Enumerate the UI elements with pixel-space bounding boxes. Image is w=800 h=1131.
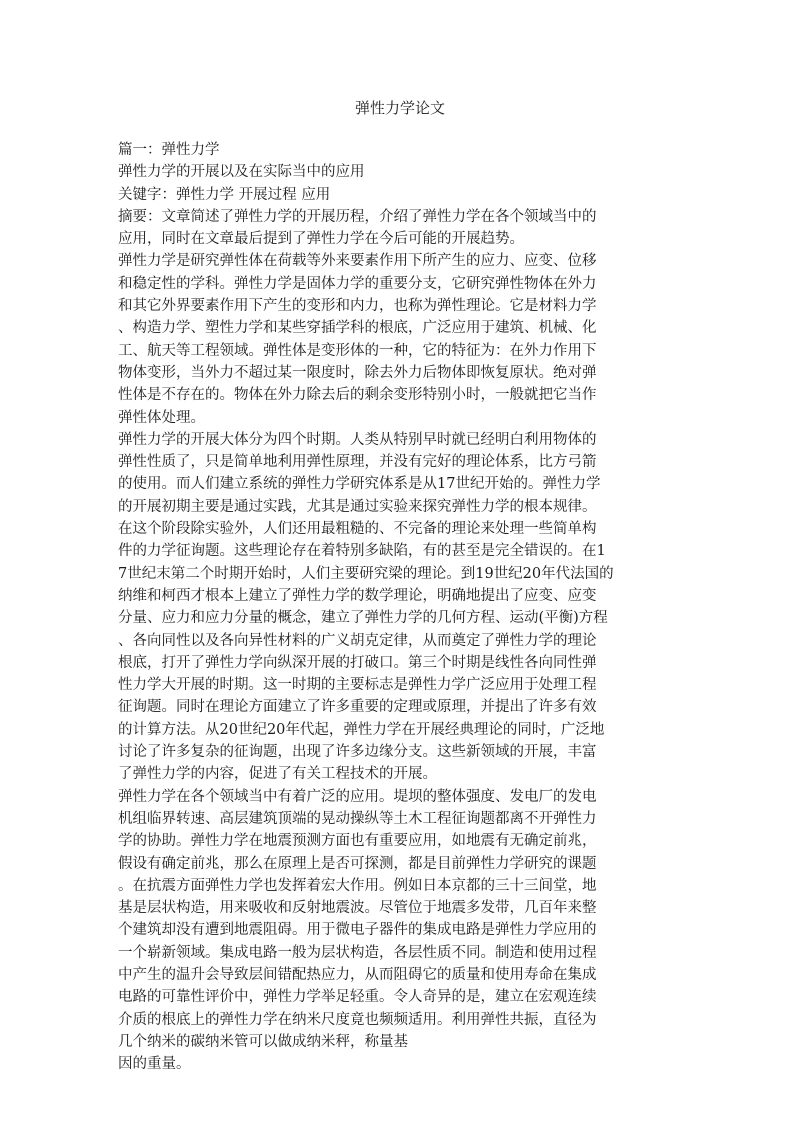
text-line: 、构造力学、塑性力学和某些穿插学科的根底，广泛应用于建筑、机械、化 <box>118 320 597 337</box>
text-line: 基是层状构造，用来吸收和反射地震波。尽管位于地震多发带，几百年来整 <box>118 900 597 917</box>
text-line: 、各向同性以及各向异性材料的广义胡克定律，从而奠定了弹性力学的理论 <box>118 632 597 649</box>
text-line: 7世纪末第二个时期开始时，人们主要研究梁的理论。到19世纪20年代法国的 <box>118 565 614 582</box>
text-line: 因的重量。 <box>118 1056 191 1073</box>
text-line: 一个崭新领域。集成电路一般为层状构造，各层性质不同。制造和使用过程 <box>118 944 597 961</box>
text-line: 个建筑却没有遭到地震阻碍。用于微电子器件的集成电路是弹性力学应用的 <box>118 922 597 939</box>
text-line: 假设有确定前兆，那么在原理上是否可探测，都是目前弹性力学研究的课题 <box>118 855 597 872</box>
text-line: 。在抗震方面弹性力学也发挥着宏大作用。例如日本京都的三十三间堂，地 <box>118 877 597 894</box>
text-line: 的开展初期主要是通过实践，尤其是通过实验来探究弹性力学的根本规律。 <box>118 498 597 515</box>
text-line: 弹性力学的开展大体分为四个时期。人类从特别早时就已经明白利用物体的 <box>118 431 597 448</box>
text-line: 电路的可靠性评价中，弹性力学举足轻重。令人奇异的是，建立在宏观连续 <box>118 989 597 1006</box>
text-line: 弹性力学的开展以及在实际当中的应用 <box>118 164 365 181</box>
text-line: 和其它外界要素作用下产生的变形和内力，也称为弹性理论。它是材料力学 <box>118 298 597 315</box>
text-line: 讨论了许多复杂的征询题，出现了许多边缘分支。这些新领域的开展，丰富 <box>118 744 597 761</box>
text-line: 件的力学征询题。这些理论存在着特别多缺陷，有的甚至是完全错误的。在1 <box>118 543 606 560</box>
text-line: 征询题。同时在理论方面建立了许多重要的定理或原理，并提出了许多有效 <box>118 699 597 716</box>
document-title: 弹性力学论文 <box>354 99 445 117</box>
text-line: 弹性力学在各个领域当中有着广泛的应用。堤坝的整体强度、发电厂的发电 <box>118 788 597 805</box>
text-line: 弹性性质了，只是简单地利用弹性原理，并没有完好的理论体系，比方弓箭 <box>118 454 597 471</box>
text-line: 物体变形，当外力不超过某一限度时，除去外力后物体即恢复原状。绝对弹 <box>118 364 597 381</box>
document-body <box>118 139 678 1075</box>
text-line: 几个纳米的碳纳米管可以做成纳米秤，称量基 <box>118 1033 408 1050</box>
text-line: 分量、应力和应力分量的概念，建立了弹性力学的几何方程、运动(平衡)方程 <box>118 610 608 627</box>
text-line: 的使用。而人们建立系统的弹性力学研究体系是从17世纪开始的。弹性力学 <box>118 476 601 493</box>
text-line: 工、航天等工程领域。弹性体是变形体的一种，它的特征为：在外力作用下 <box>118 342 597 359</box>
text-line: 和稳定性的学科。弹性力学是固体力学的重要分支，它研究弹性物体在外力 <box>118 275 597 292</box>
text-line: 纳维和柯西才根本上建立了弹性力学的数学理论，明确地提出了应变、应变 <box>118 587 597 604</box>
text-line: 根底，打开了弹性力学向纵深开展的打破口。第三个时期是线性各向同性弹 <box>118 654 597 671</box>
text-line: 篇一：弹性力学 <box>118 142 220 158</box>
text-line: 应用，同时在文章最后提到了弹性力学在今后可能的开展趋势。 <box>118 231 524 248</box>
text-line: 在这个阶段除实验外，人们还用最粗糙的、不完备的理论来处理一些简单构 <box>118 521 597 538</box>
text-line: 关键字：弹性力学 开展过程 应用 <box>118 186 331 203</box>
text-line: 弹性力学是研究弹性体在荷载等外来要素作用下所产生的应力、应变、位移 <box>118 253 597 270</box>
text-line: 的计算方法。从20世纪20年代起，弹性力学在开展经典理论的同时，广泛地 <box>118 721 605 738</box>
text-line: 介质的根底上的弹性力学在纳米尺度竟也频频适用。利用弹性共振，直径为 <box>118 1011 597 1028</box>
text-line: 了弹性力学的内容，促进了有关工程技术的开展。 <box>118 766 437 783</box>
text-line: 性体是不存在的。物体在外力除去后的剩余变形特别小时，一般就把它当作 <box>118 387 597 404</box>
text-line: 机组临界转速、高层建筑顶端的晃动操纵等土木工程征询题都离不开弹性力 <box>118 810 597 827</box>
text-line: 摘要：文章简述了弹性力学的开展历程，介绍了弹性力学在各个领域当中的 <box>118 208 597 225</box>
text-line: 学的协助。弹性力学在地震预测方面也有重要应用，如地震有无确定前兆， <box>118 833 597 850</box>
text-line: 中产生的温升会导致层间错配热应力，从而阻碍它的质量和使用寿命在集成 <box>118 966 597 983</box>
text-line: 性力学大开展的时期。这一时期的主要标志是弹性力学广泛应用于处理工程 <box>118 677 597 694</box>
text-line: 弹性体处理。 <box>118 409 205 426</box>
